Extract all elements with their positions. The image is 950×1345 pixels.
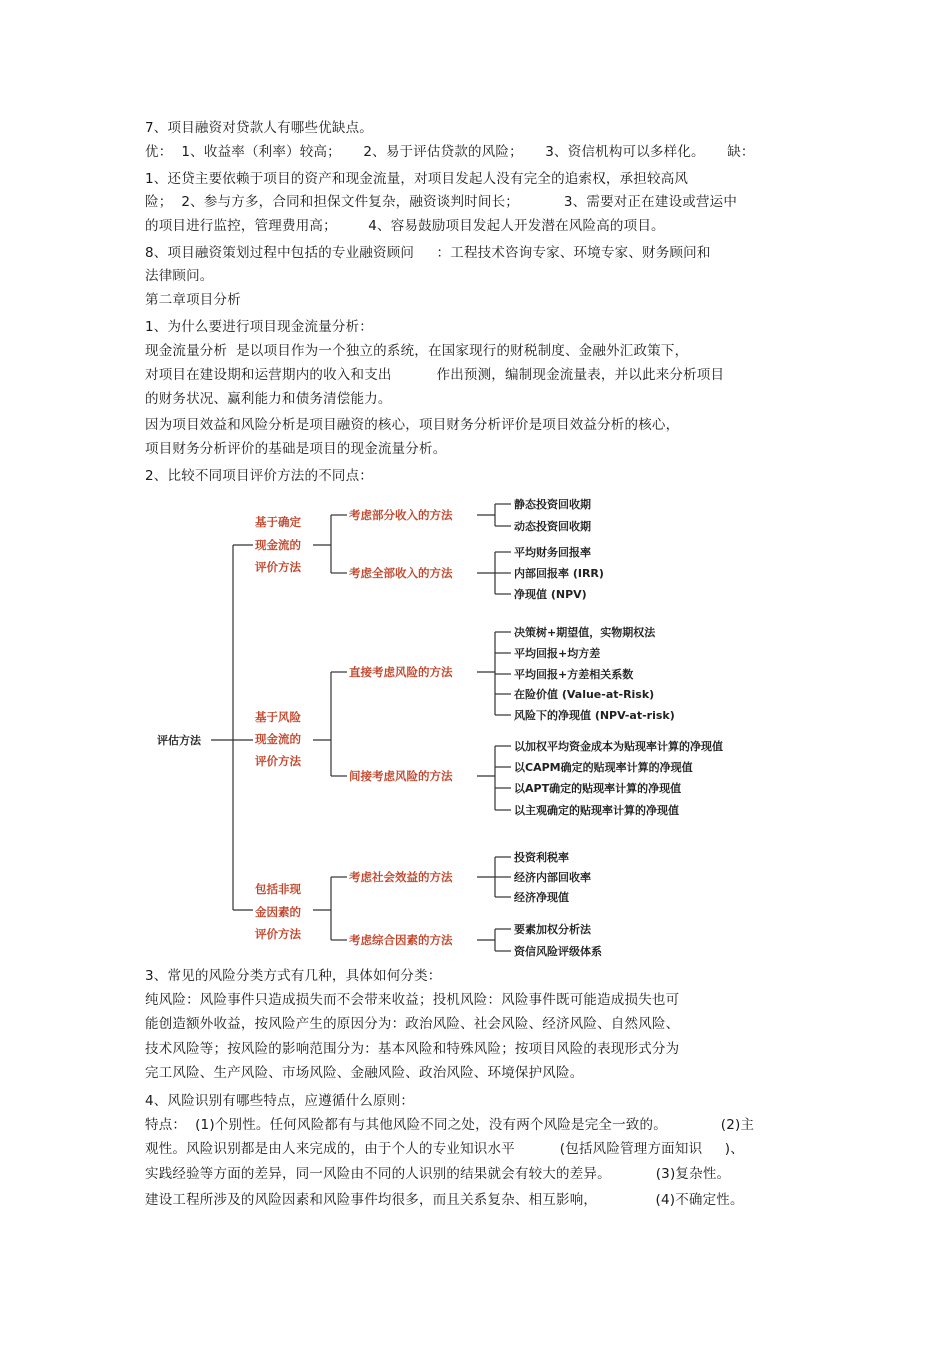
leaf-label: 投资利税率	[514, 851, 569, 864]
tree-root: 评估方法	[157, 734, 201, 747]
c2-q4-line: 观性。风险识别都是由人来完成的，由于个人的专业知识水平 (包括风险管理方面知识 )、	[145, 1141, 744, 1157]
q7-line: 的项目进行监控，管理费用高； 4、容易鼓励项目发起人开发潜在风险高的项目。	[145, 218, 665, 234]
leaf-label: 静态投资回收期	[514, 498, 591, 511]
c2-q1-line: 项目财务分析评价的基础是项目的现金流量分析。	[145, 441, 447, 457]
c2-q1-heading: 1、为什么要进行项目现金流量分析：	[145, 319, 373, 335]
group-label-line: 基于确定	[255, 515, 301, 529]
group-label-line: 评价方法	[255, 560, 301, 574]
q8-heading: 8、项目融资策划过程中包括的专业融资顾问 ：工程技术咨询专家、环境专家、财务顾问和	[145, 245, 711, 261]
q7-line: 险； 2、参与方多，合同和担保文件复杂，融资谈判时间长； 3、需要对正在建设或营运中	[145, 194, 738, 210]
leaf-label: 经济内部回收率	[514, 871, 591, 884]
leaf-label: 动态投资回收期	[514, 520, 591, 533]
c2-q4-heading: 4、风险识别有哪些特点，应遵循什么原则：	[145, 1093, 415, 1109]
leaf-label: 平均回报+均方差	[514, 647, 601, 660]
leaf-label: 决策树+期望值，实物期权法	[514, 626, 656, 639]
method-label: 考虑部分收入的方法	[349, 508, 453, 522]
group-label-line: 现金流的	[255, 732, 301, 746]
c2-q1-line: 现金流量分析 是以项目作为一个独立的系统，在国家现行的财税制度、金融外汇政策下，	[145, 343, 689, 359]
c2-q4-line: 特点： (1)个别性。任何风险都有与其他风险不同之处，没有两个风险是完全一致的。 (2)主	[145, 1117, 755, 1133]
c2-q1-line: 因为项目效益和风险分析是项目融资的核心，项目财务分析评价是项目效益分析的核心，	[145, 417, 680, 433]
c2-q4-line: 建设工程所涉及的风险因素和风险事件均很多，而且关系复杂、相互影响， (4)不确定性。	[145, 1192, 744, 1208]
q8-line: 法律顾问。	[145, 268, 214, 284]
group-label-line: 评价方法	[255, 927, 301, 941]
q7-line: 1、还贷主要依赖于项目的资产和现金流量，对项目发起人没有完全的追索权，承担较高风	[145, 171, 689, 187]
group-label-line: 金因素的	[255, 905, 301, 919]
group-label-line: 评价方法	[255, 754, 301, 768]
c2-q3-line: 技术风险等；按风险的影响范围分为：基本风险和特殊风险；按项目风险的表现形式分为	[145, 1041, 680, 1057]
leaf-label: 要素加权分析法	[514, 923, 591, 936]
leaf-label: 以CAPM确定的贴现率计算的净现值	[514, 761, 693, 774]
c2-q3-heading: 3、常见的风险分类方式有几种，具体如何分类：	[145, 968, 442, 984]
leaf-label: 以加权平均资金成本为贴现率计算的净现值	[514, 740, 723, 753]
leaf-label: 在险价值 (Value-at-Risk)	[514, 688, 655, 701]
group-label-line: 现金流的	[255, 538, 301, 552]
leaf-label: 平均财务回报率	[514, 546, 591, 559]
c2-q3-line: 纯风险：风险事件只造成损失而不会带来收益；投机风险：风险事件既可能造成损失也可	[145, 992, 680, 1008]
leaf-label: 风险下的净现值 (NPV-at-risk)	[514, 709, 675, 722]
evaluation-methods-tree	[145, 490, 795, 960]
leaf-label: 以主观确定的贴现率计算的净现值	[514, 804, 679, 817]
leaf-label: 平均回报+方差相关系数	[514, 668, 634, 681]
c2-q2-heading: 2、比较不同项目评价方法的不同点：	[145, 468, 373, 484]
c2-q1-line: 的财务状况、赢利能力和债务清偿能力。	[145, 391, 392, 407]
c2-q1-line: 对项目在建设期和运营期内的收入和支出 作出预测，编制现金流量表，并以此来分析项目	[145, 367, 725, 383]
q7-heading: 7、项目融资对贷款人有哪些优缺点。	[145, 120, 373, 136]
group-label-line: 基于风险	[255, 710, 301, 724]
leaf-label: 资信风险评级体系	[514, 945, 602, 958]
c2-q3-line: 能创造额外收益，按风险产生的原因分为：政治风险、社会风险、经济风险、自然风险、	[145, 1016, 680, 1032]
chapter-title: 第二章项目分析	[145, 292, 241, 308]
method-label: 考虑综合因素的方法	[349, 933, 453, 947]
method-label: 考虑全部收入的方法	[349, 566, 453, 580]
leaf-label: 内部回报率 (IRR)	[514, 567, 604, 580]
method-label: 直接考虑风险的方法	[349, 665, 453, 679]
leaf-label: 以APT确定的贴现率计算的净现值	[514, 782, 682, 795]
leaf-label: 经济净现值	[514, 891, 569, 904]
group-label-line: 包括非现	[255, 882, 301, 896]
method-label: 间接考虑风险的方法	[349, 769, 453, 783]
leaf-label: 净现值 (NPV)	[514, 588, 587, 601]
c2-q3-line: 完工风险、生产风险、市场风险、金融风险、政治风险、环境保护风险。	[145, 1065, 584, 1081]
method-label: 考虑社会效益的方法	[349, 870, 453, 884]
q7-line: 优： 1、收益率（利率）较高； 2、易于评估贷款的风险； 3、资信机构可以多样化。 缺：	[145, 144, 755, 160]
c2-q4-line: 实践经验等方面的差异，同一风险由不同的人识别的结果就会有较大的差异。 (3)复杂性。	[145, 1166, 731, 1182]
